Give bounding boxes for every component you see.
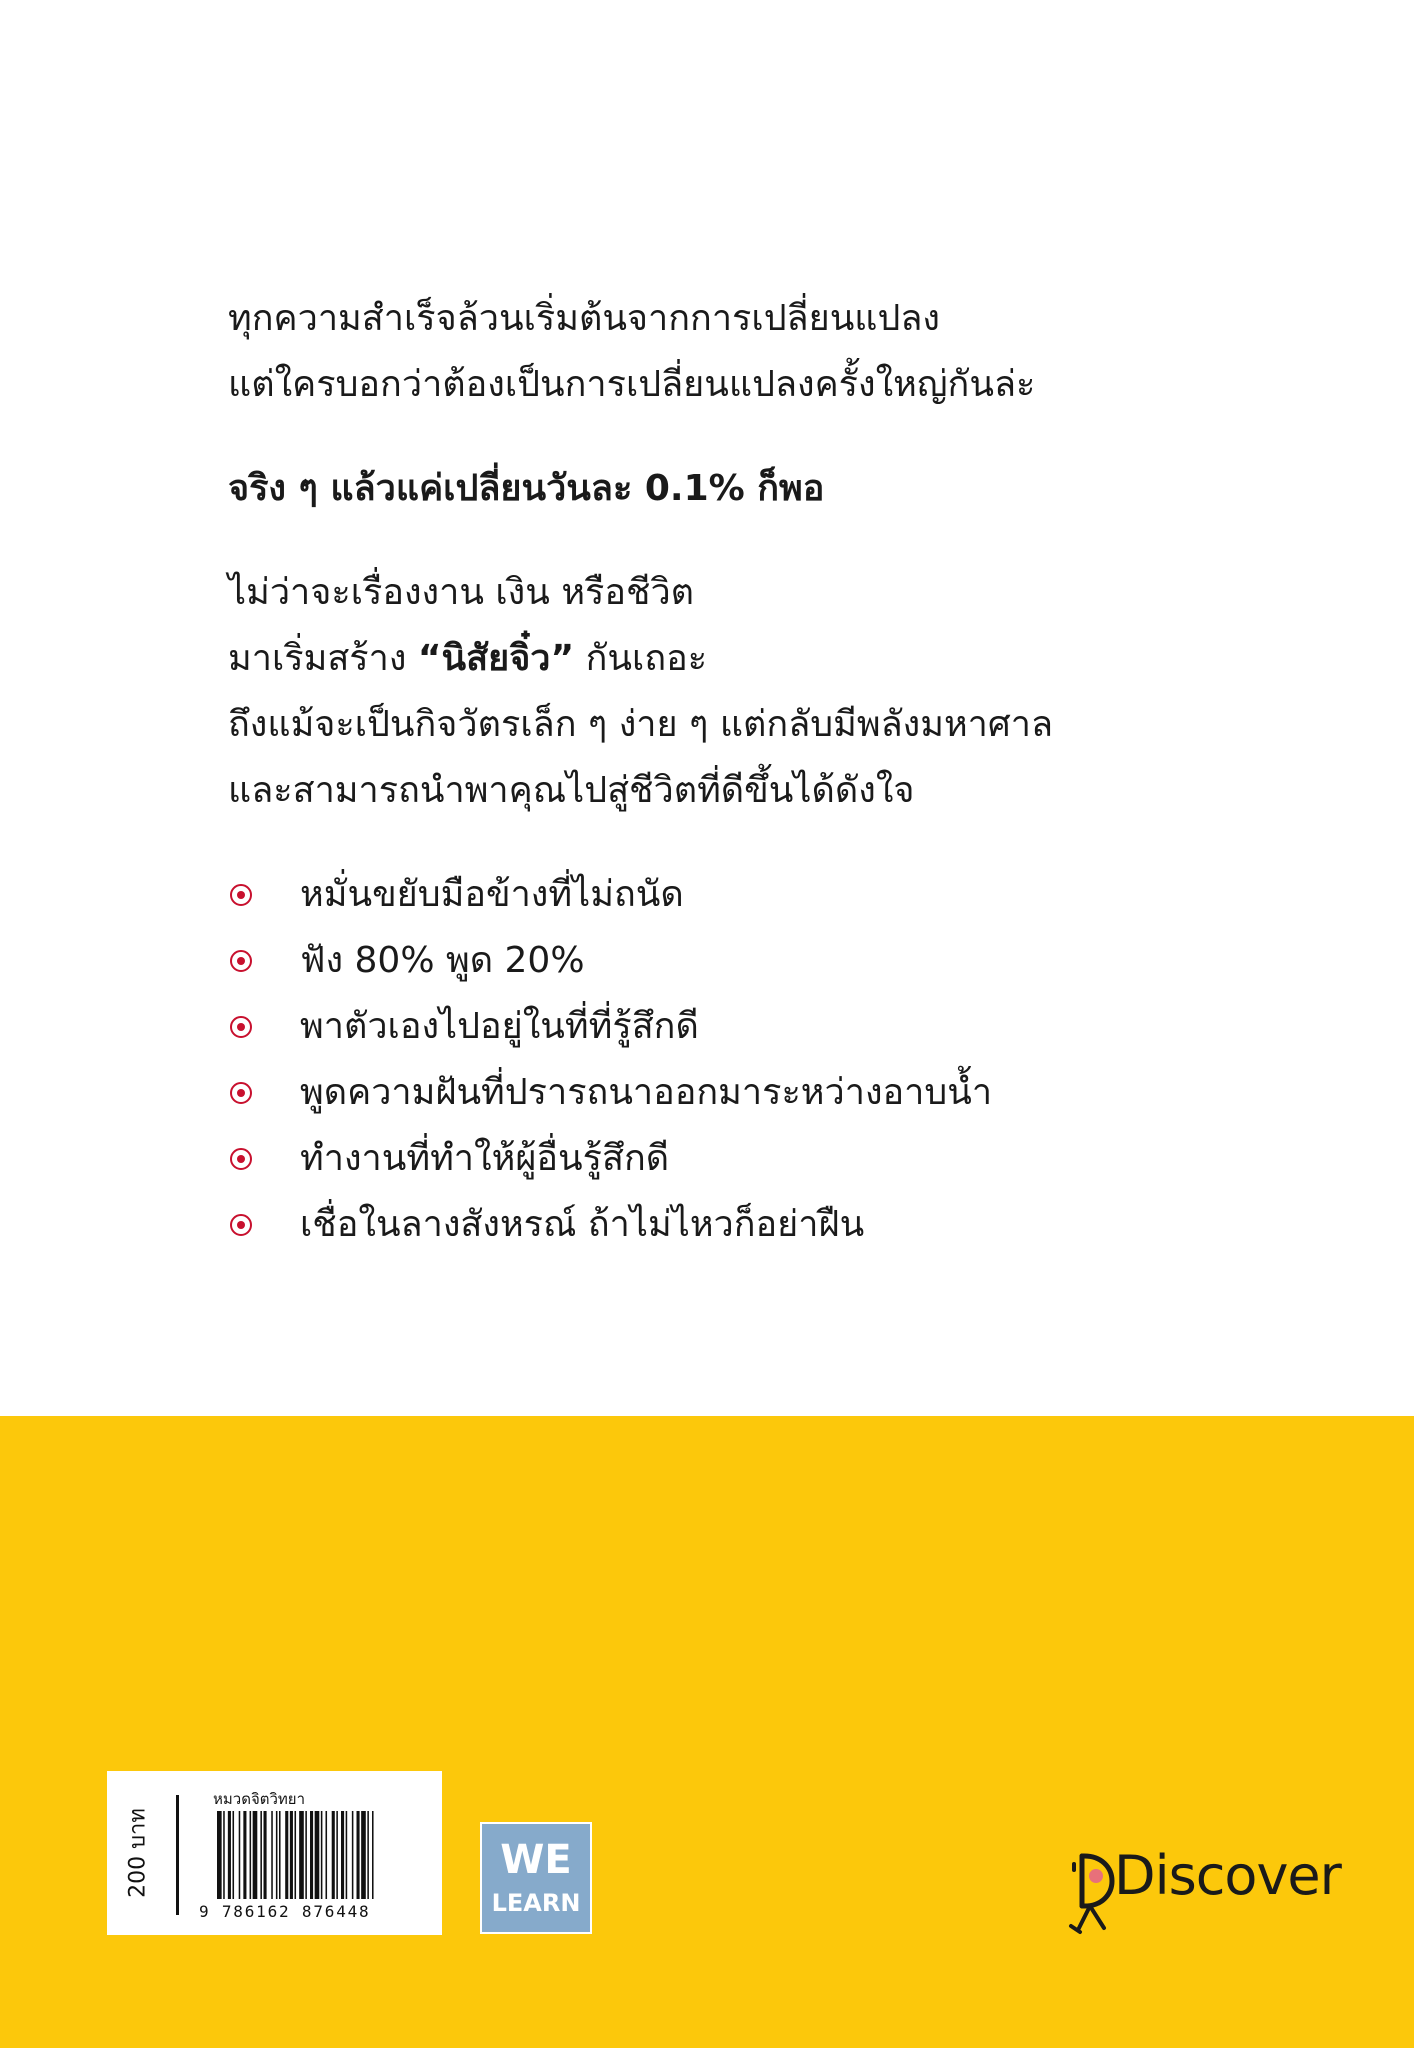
price-text: 200 บาท [125,1808,151,1898]
barcode-bar [332,1811,335,1899]
list-item [228,1060,1328,1126]
barcode-bar [310,1811,313,1899]
body-line-1: ไม่ว่าจะเรื่องงาน เงิน หรือชีวิต [228,572,695,613]
price-divider [176,1795,179,1915]
bullseye-bullet-icon [230,1214,252,1236]
barcode-bar [367,1811,369,1899]
barcode-bar [326,1811,328,1899]
barcode-bar [357,1811,360,1899]
price-label [107,1771,167,1935]
highlight-line [228,456,1328,522]
barcode-bar [264,1811,267,1899]
list-item [228,928,1328,994]
barcode-bar [352,1811,354,1899]
bullseye-bullet-icon [230,1016,252,1038]
bullseye-bullet-icon [230,1148,252,1170]
list-item-text: พูดความฝันที่ปรารถนาออกมาระหว่างอาบน้ำ [300,1072,993,1113]
barcode-bar [341,1811,344,1899]
body-line-2-pre: มาเริ่มสร้าง [228,638,418,679]
body-line-3: ถึงแม้จะเป็นกิจวัตรเล็ก ๆ ง่าย ๆ แต่กลับมีพลังมหาศาล [228,704,1054,745]
barcode-label [107,1771,442,1935]
barcode-bar [305,1811,307,1899]
barcode-bar [271,1811,273,1899]
welearn-logo [480,1822,592,1934]
barcode-icon [215,1811,421,1903]
intro-paragraph [228,286,1328,418]
barcode-bar [361,1811,366,1899]
bullseye-bullet-icon [230,950,252,972]
barcode-bar [217,1811,222,1899]
barcode-bar [228,1811,231,1899]
barcode-bar [243,1811,246,1899]
barcode-bar [372,1811,374,1899]
barcode-bar [321,1811,323,1899]
barcode-bar [233,1811,235,1899]
barcode-bar [299,1811,304,1899]
barcode-bar [285,1811,288,1899]
highlight-text: จริง ๆ แล้วแค่เปลี่ยนวันละ 0.1% ก็พอ [228,468,825,509]
bullseye-bullet-icon [230,884,252,906]
barcode-bar [290,1811,293,1899]
welearn-logo-learn: LEARN [491,1889,581,1917]
body-line-2 [228,626,1328,692]
list-item [228,862,1328,928]
body-line-4: และสามารถนำพาคุณไปสู่ชีวิตที่ดีขึ้นได้ดังใจ [228,770,915,811]
category-label: หมวดจิตวิทยา [213,1790,305,1808]
intro-line-1: ทุกความสำเร็จล้วนเริ่มต้นจากการเปลี่ยนแปลง [228,298,941,339]
list-item [228,1192,1328,1258]
tiny-habit-quote: “นิสัยจิ๋ว” [417,638,575,679]
list-item [228,1126,1328,1192]
list-item-text: เชื่อในลางสังหรณ์ ถ้าไม่ไหวก็อย่าฝืน [300,1204,865,1245]
barcode-bar [239,1811,241,1899]
barcode-bar [346,1811,348,1899]
body-paragraph [228,560,1328,824]
discover-logo-text: Discover [1114,1844,1341,1907]
discover-logo [1066,1844,1341,1936]
barcode-bar [279,1811,281,1899]
bullseye-bullet-icon [230,1082,252,1104]
list-item [228,994,1328,1060]
barcode-bar [223,1811,225,1899]
list-item-text: ฟัง 80% พูด 20% [300,940,585,981]
isbn-number: 9 786162 876448 [199,1902,371,1921]
intro-line-2: แต่ใครบอกว่าต้องเป็นการเปลี่ยนแปลงครั้งใหญ่กันล่ะ [228,364,1036,405]
habit-list [228,862,1328,1258]
welearn-logo-we: WE [500,1837,572,1883]
body-line-2-post: กันเถอะ [574,638,708,679]
list-item-text: หมั่นขยับมือข้างที่ไม่ถนัด [300,874,684,915]
blurb [228,286,1328,1258]
barcode-bar [260,1811,262,1899]
list-item-text: พาตัวเองไปอยู่ในที่ที่รู้สึกดี [300,1006,699,1047]
list-item-text: ทำงานที่ทำให้ผู้อื่นรู้สึกดี [300,1138,670,1179]
lower-yellow-panel [0,1416,1414,2048]
barcode-bar [253,1811,258,1899]
barcode-bar [295,1811,297,1899]
barcode-bar [336,1811,338,1899]
barcode-bar [315,1811,320,1899]
barcode-bar [276,1811,278,1899]
barcode-bar [250,1811,252,1899]
